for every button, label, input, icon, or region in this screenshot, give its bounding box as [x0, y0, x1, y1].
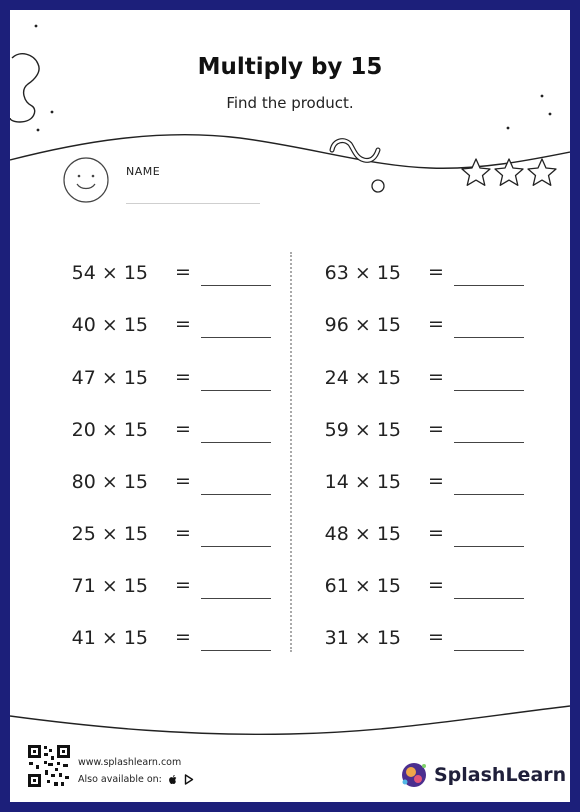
smiley-face-icon — [62, 156, 110, 204]
problem-item — [303, 575, 401, 605]
equals-sign: = — [428, 418, 444, 440]
google-play-icon[interactable] — [184, 774, 194, 785]
available-on-label: Also available on: — [78, 774, 162, 785]
name-label: NAME — [126, 165, 161, 178]
problem-expression: 20 × 15 — [71, 419, 148, 441]
problem-item — [50, 523, 148, 553]
equals-sign: = — [175, 626, 191, 648]
splashlearn-logo[interactable] — [398, 760, 567, 790]
answer-blank[interactable] — [454, 598, 524, 599]
answer-blank[interactable] — [201, 390, 271, 391]
star-icon — [528, 159, 556, 185]
name-field[interactable] — [126, 203, 260, 204]
problem-expression: 80 × 15 — [71, 471, 148, 493]
star-icon — [462, 159, 490, 185]
problem-item — [50, 262, 148, 292]
problem-expression: 25 × 15 — [71, 523, 148, 545]
problem-item — [50, 419, 148, 449]
equals-sign: = — [175, 522, 191, 544]
problem-expression: 59 × 15 — [324, 419, 401, 441]
problem-item — [50, 367, 148, 397]
answer-blank[interactable] — [201, 442, 271, 443]
problem-expression: 63 × 15 — [324, 262, 401, 284]
answer-blank[interactable] — [201, 598, 271, 599]
website-url[interactable]: www.splashlearn.com — [78, 757, 182, 768]
equals-sign: = — [428, 470, 444, 492]
problem-expression: 40 × 15 — [71, 314, 148, 336]
brand-name: SplashLearn — [434, 764, 567, 786]
answer-blank[interactable] — [454, 390, 524, 391]
qr-code-icon — [27, 744, 71, 788]
answer-blank[interactable] — [201, 546, 271, 547]
equals-sign: = — [428, 313, 444, 335]
answer-blank[interactable] — [454, 650, 524, 651]
problem-item — [303, 419, 401, 449]
equals-sign: = — [175, 470, 191, 492]
worksheet-title: Multiply by 15 — [197, 54, 383, 80]
problem-expression: 41 × 15 — [71, 627, 148, 649]
equals-sign: = — [428, 522, 444, 544]
problem-expression: 61 × 15 — [324, 575, 401, 597]
equals-sign: = — [428, 574, 444, 596]
problem-item — [50, 471, 148, 501]
equals-sign: = — [175, 418, 191, 440]
problem-expression: 24 × 15 — [324, 367, 401, 389]
answer-blank[interactable] — [201, 285, 271, 286]
problem-expression: 48 × 15 — [324, 523, 401, 545]
problem-item — [50, 575, 148, 605]
answer-blank[interactable] — [201, 337, 271, 338]
problem-item — [303, 627, 401, 657]
problem-item — [50, 314, 148, 344]
star-icon — [495, 159, 523, 185]
worksheet-page — [10, 10, 570, 802]
problem-expression: 54 × 15 — [71, 262, 148, 284]
problem-item — [303, 523, 401, 553]
instruction-text: Find the product. — [226, 94, 354, 112]
answer-blank[interactable] — [454, 546, 524, 547]
problem-item — [303, 262, 401, 292]
answer-blank[interactable] — [454, 494, 524, 495]
column-divider — [290, 252, 292, 652]
equals-sign: = — [428, 261, 444, 283]
equals-sign: = — [175, 574, 191, 596]
problem-expression: 47 × 15 — [71, 367, 148, 389]
problem-expression: 71 × 15 — [71, 575, 148, 597]
splashlearn-logo-icon — [398, 760, 430, 790]
answer-blank[interactable] — [201, 650, 271, 651]
problem-item — [303, 314, 401, 344]
answer-blank[interactable] — [201, 494, 271, 495]
problem-item — [50, 627, 148, 657]
problem-expression: 14 × 15 — [324, 471, 401, 493]
equals-sign: = — [428, 626, 444, 648]
apple-icon[interactable] — [168, 774, 178, 785]
equals-sign: = — [175, 261, 191, 283]
equals-sign: = — [175, 366, 191, 388]
answer-blank[interactable] — [454, 285, 524, 286]
problem-item — [303, 471, 401, 501]
available-on-text — [78, 774, 194, 785]
problem-expression: 96 × 15 — [324, 314, 401, 336]
equals-sign: = — [175, 313, 191, 335]
problem-expression: 31 × 15 — [324, 627, 401, 649]
answer-blank[interactable] — [454, 337, 524, 338]
equals-sign: = — [428, 366, 444, 388]
problem-item — [303, 367, 401, 397]
answer-blank[interactable] — [454, 442, 524, 443]
